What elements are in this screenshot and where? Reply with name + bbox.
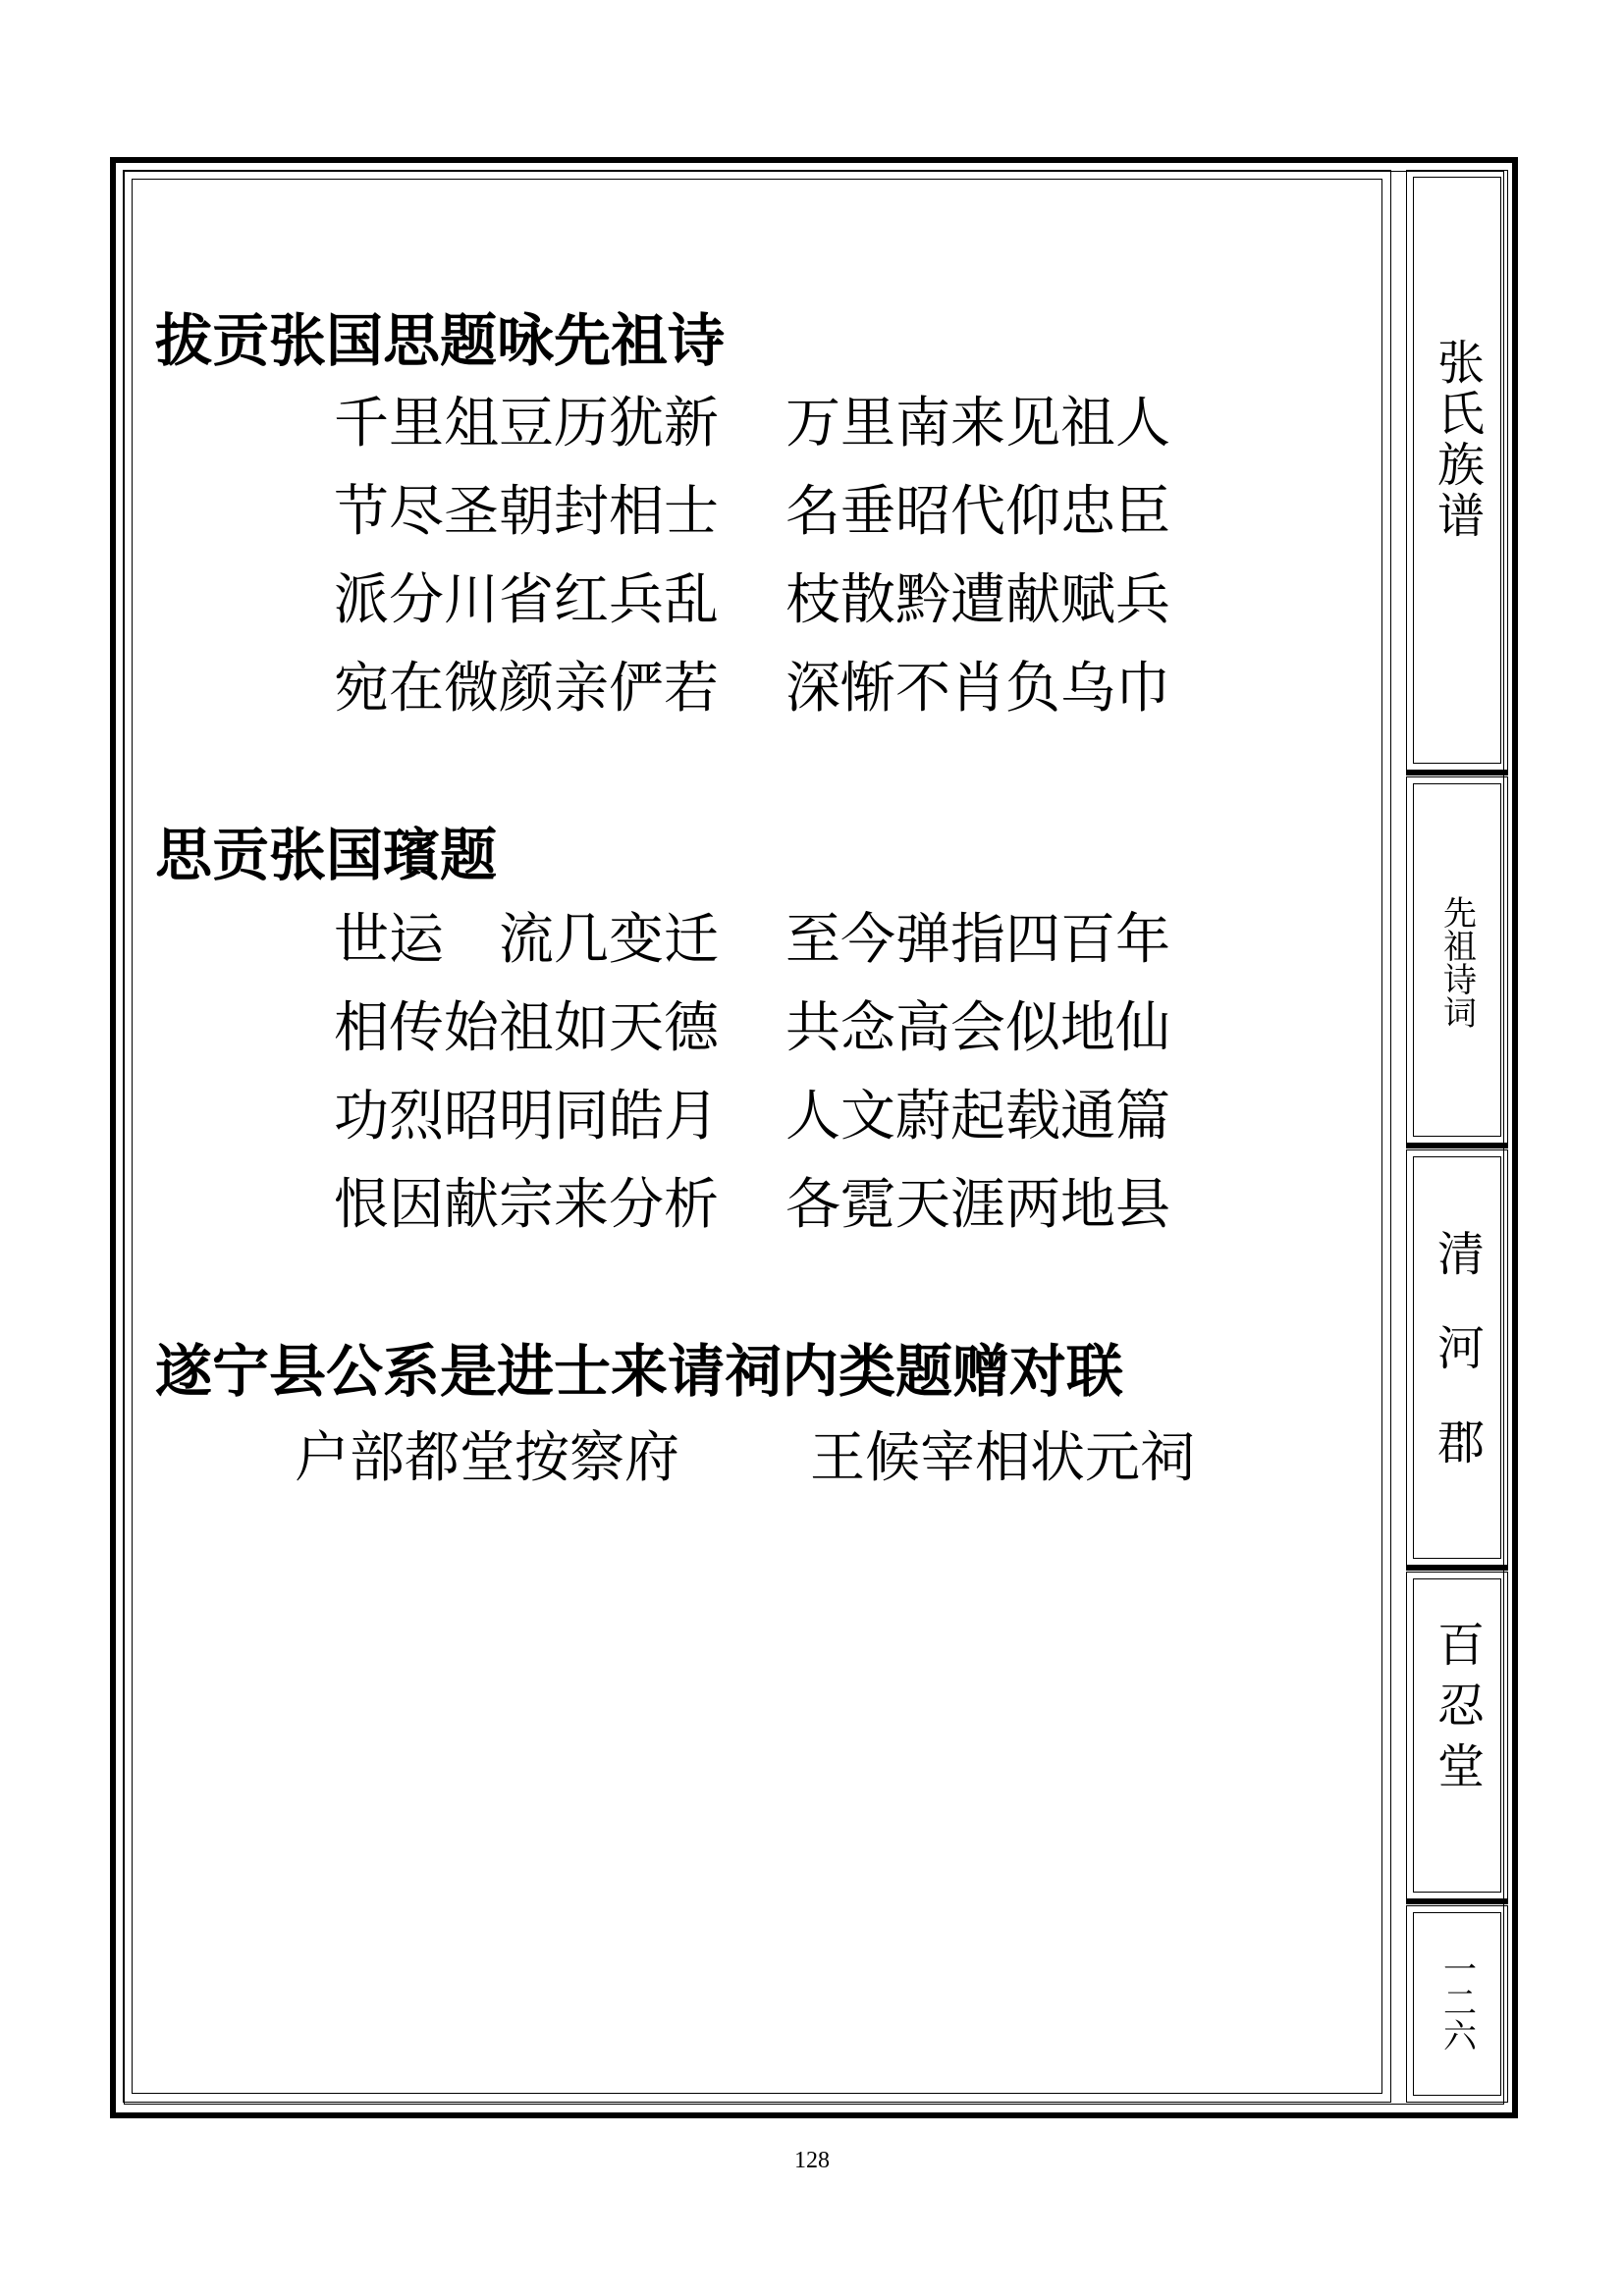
- verse-line-left: 千里俎豆历犹新: [334, 392, 719, 455]
- sidebar-cell-commandery: [1406, 1149, 1508, 1566]
- verse-line-left: 宛在微颜亲俨若: [334, 657, 719, 721]
- sidebar-cell-chapter: [1406, 776, 1508, 1144]
- section-heading-1: 拔贡张国思题咏先祖诗: [155, 307, 726, 374]
- page-number: 128: [794, 2148, 830, 2173]
- book-title-vertical: 张氏族谱: [1429, 338, 1485, 542]
- verse-line-left: 相传始祖如天德: [334, 996, 719, 1060]
- sidebar: [1406, 170, 1508, 2103]
- main-text-panel: [123, 170, 1391, 2103]
- section-heading-3: 遂宁县公系是进士来请祠内类题赠对联: [155, 1338, 1124, 1405]
- section-heading-2: 思贡张国璸题: [155, 822, 498, 888]
- verse-line-right: 枝散黔遭献赋兵: [785, 568, 1170, 632]
- chapter-title-vertical: 先祖诗词: [1436, 895, 1477, 1029]
- verse-line-right: 名垂昭代仰忠臣: [785, 480, 1170, 544]
- commandery-vertical: 清河郡: [1429, 1229, 1485, 1512]
- chinese-page-number-vertical: 一二六: [1436, 1951, 1477, 2052]
- verse-line-left: 派分川省红兵乱: [334, 568, 719, 632]
- couplet-line-left: 户部都堂按察府: [295, 1426, 679, 1490]
- verse-line-right: 各霓天涯两地县: [785, 1173, 1170, 1237]
- verse-line-left: 世运 流几变迁: [334, 908, 719, 972]
- verse-line-right: 人文蔚起载通篇: [785, 1085, 1170, 1148]
- sidebar-cell-book-title: [1406, 170, 1508, 771]
- verse-line-left: 节尽圣朝封相士: [334, 480, 719, 544]
- verse-line-left: 功烈昭明同皓月: [334, 1085, 719, 1148]
- verse-line-right: 共念高会似地仙: [785, 996, 1170, 1060]
- verse-line-right: 至今弹指四百年: [785, 908, 1170, 972]
- sidebar-cell-hall: [1406, 1572, 1508, 1899]
- main-text-panel-inner: [132, 179, 1382, 2094]
- verse-line-left: 恨因献宗来分析: [334, 1173, 719, 1237]
- sidebar-cell-page-number: [1406, 1905, 1508, 2103]
- couplet-line-right: 王候宰相状元祠: [810, 1426, 1195, 1490]
- verse-line-right: 万里南来见祖人: [785, 392, 1170, 455]
- hall-name-vertical: 百忍堂: [1429, 1620, 1485, 1802]
- verse-line-right: 深惭不肖负乌巾: [785, 657, 1170, 721]
